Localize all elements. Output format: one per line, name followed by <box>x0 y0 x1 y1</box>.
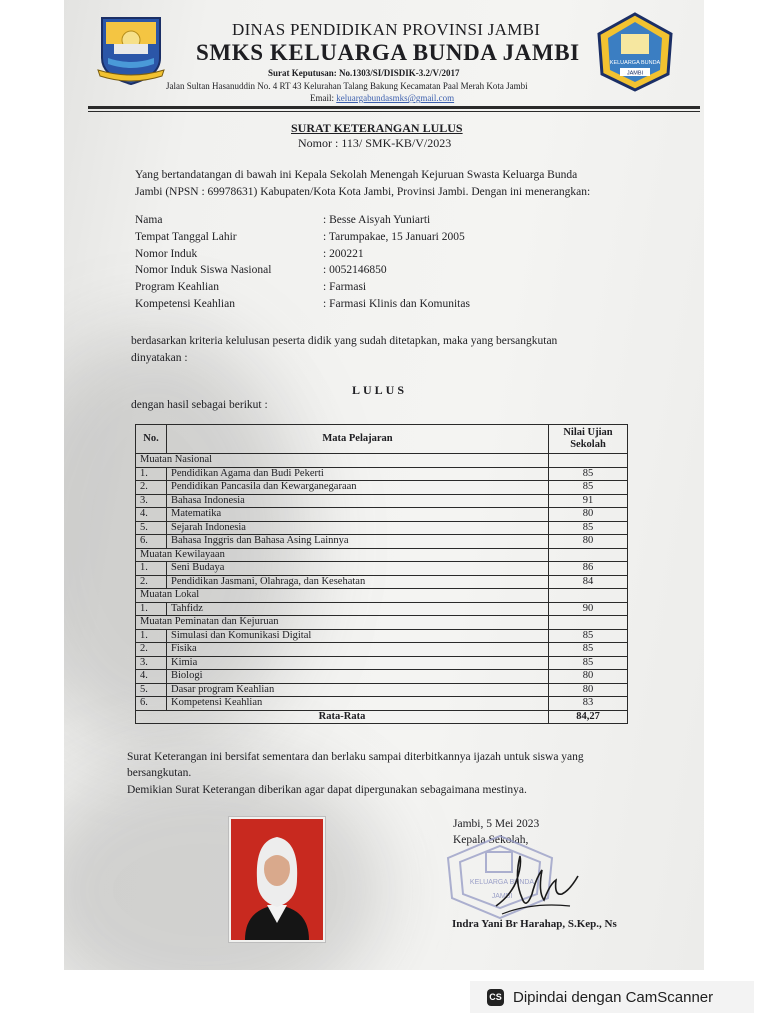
row-subject: Sejarah Indonesia <box>167 521 549 535</box>
office-name: DINAS PENDIDIKAN PROVINSI JAMBI <box>232 20 541 39</box>
school-logo-text: KELUARGA BUNDA <box>609 60 661 66</box>
row-score: 85 <box>549 521 628 535</box>
row-subject: Bahasa Indonesia <box>167 494 549 508</box>
average-label: Rata-Rata <box>136 710 549 724</box>
row-score: 84 <box>549 575 628 589</box>
row-subject: Fisika <box>167 643 549 657</box>
row-score: 91 <box>549 494 628 508</box>
intro-line-1: Yang bertandatangan di bawah ini Kepala Sekolah Menengah Kejuruan Swasta Keluarga Bunda <box>135 169 578 181</box>
row-subject: Seni Budaya <box>167 562 549 576</box>
section-name: Muatan Lokal <box>136 589 549 603</box>
row-subject: Kompetensi Keahlian <box>167 697 549 711</box>
field-label: Nomor Induk Siswa Nasional <box>135 264 272 276</box>
decree: Surat Keputusan: No.1303/SI/DISDIK-3.2/V/2017 <box>268 68 460 78</box>
col-score <box>549 425 628 454</box>
row-subject: Tahfidz <box>167 602 549 616</box>
field-label: Nama <box>135 214 163 226</box>
header-rule-thin <box>88 111 700 112</box>
table-row <box>136 494 628 508</box>
school-logo-sub: JAMBI <box>626 70 644 77</box>
row-subject: Pendidikan Jasmani, Olahraga, dan Kesehatan <box>167 575 549 589</box>
school-name: SMKS KELUARGA BUNDA JAMBI <box>196 40 580 65</box>
row-no: 5. <box>136 521 167 535</box>
camscanner-icon: CS <box>487 989 504 1006</box>
section-row <box>136 589 628 603</box>
field-value: : Besse Aisyah Yuniarti <box>323 214 431 226</box>
section-name: Muatan Nasional <box>136 454 549 468</box>
signature <box>492 840 582 920</box>
result-intro: dengan hasil sebagai berikut : <box>131 399 268 411</box>
average-row <box>136 710 628 724</box>
field-label: Nomor Induk <box>135 248 198 260</box>
table-row <box>136 602 628 616</box>
section-row <box>136 548 628 562</box>
field-value: : Farmasi Klinis dan Komunitas <box>323 298 470 310</box>
table-row <box>136 575 628 589</box>
row-subject: Kimia <box>167 656 549 670</box>
row-score: 85 <box>549 481 628 495</box>
intro-line-2: Jambi (NPSN : 69978631) Kabupaten/Kota Kota Jambi, Provinsi Jambi. Dengan ini menerangkan: <box>135 186 591 198</box>
row-score: 86 <box>549 562 628 576</box>
row-subject: Dasar program Keahlian <box>167 683 549 697</box>
row-score: 80 <box>549 683 628 697</box>
field-value: : Tarumpakae, 15 Januari 2005 <box>323 231 465 243</box>
row-subject: Pendidikan Pancasila dan Kewarganegaraan <box>167 481 549 495</box>
section-row <box>136 616 628 630</box>
col-subject: Mata Pelajaran <box>167 425 549 454</box>
row-no: 4. <box>136 670 167 684</box>
row-score: 90 <box>549 602 628 616</box>
criteria-line-2: dinyatakan : <box>131 352 188 364</box>
stamp-sub: JAMBI <box>491 893 513 900</box>
email-link[interactable]: keluargabundasmks@gmail.com <box>336 93 455 103</box>
row-subject: Simulasi dan Komunikasi Digital <box>167 629 549 643</box>
address: Jalan Sultan Hasanuddin No. 4 RT 43 Kelurahan Talang Bakung Kecamatan Paal Merah Kota Jambi <box>166 81 528 91</box>
table-row <box>136 656 628 670</box>
camscanner-watermark <box>470 981 754 1013</box>
section-name: Muatan Kewilayaan <box>136 548 549 562</box>
field-label: Program Keahlian <box>135 281 219 293</box>
section-row <box>136 454 628 468</box>
row-no: 2. <box>136 575 167 589</box>
grades-table <box>135 424 628 724</box>
row-no: 4. <box>136 508 167 522</box>
camscanner-text: Dipindai dengan CamScanner <box>513 988 714 1006</box>
table-row <box>136 467 628 481</box>
row-score: 85 <box>549 629 628 643</box>
row-score: 83 <box>549 697 628 711</box>
row-score: 85 <box>549 643 628 657</box>
row-subject: Pendidikan Agama dan Budi Pekerti <box>167 467 549 481</box>
note-line-2: bersangkutan. <box>127 767 192 779</box>
field-label: Tempat Tanggal Lahir <box>135 231 237 243</box>
col-score-line1: Nilai Ujian <box>563 427 613 438</box>
stamp-text: KELUARGA BUNDA <box>469 879 535 886</box>
school-logo <box>596 12 674 92</box>
row-no: 2. <box>136 643 167 657</box>
row-subject: Biologi <box>167 670 549 684</box>
email-line <box>310 93 454 103</box>
row-subject: Bahasa Inggris dan Bahasa Asing Lainnya <box>167 535 549 549</box>
table-row <box>136 643 628 657</box>
table-row <box>136 521 628 535</box>
row-no: 6. <box>136 697 167 711</box>
table-row <box>136 535 628 549</box>
header-rule <box>88 106 700 109</box>
field-value: : 0052146850 <box>323 264 387 276</box>
signer-name: Indra Yani Br Harahap, S.Kep., Ns <box>452 918 617 930</box>
row-no: 3. <box>136 494 167 508</box>
row-score: 85 <box>549 467 628 481</box>
note-line-3: Demikian Surat Keterangan diberikan agar dapat dipergunakan sebagaimana mestinya. <box>127 784 527 796</box>
criteria-line-1: berdasarkan kriteria kelulusan peserta didik yang sudah ditetapkan, maka yang bersangkutan <box>131 335 558 347</box>
row-score: 80 <box>549 508 628 522</box>
row-no: 1. <box>136 602 167 616</box>
field-label: Kompetensi Keahlian <box>135 298 235 310</box>
col-no: No. <box>136 425 167 454</box>
col-score-line2: Sekolah <box>570 439 606 450</box>
row-no: 1. <box>136 467 167 481</box>
row-no: 2. <box>136 481 167 495</box>
row-score: 80 <box>549 670 628 684</box>
row-no: 5. <box>136 683 167 697</box>
signer-position: Kepala Sekolah, <box>453 834 529 846</box>
note-line-1: Surat Keterangan ini bersifat sementara dan berlaku sampai diterbitkannya ijazah untuk siswa yang <box>127 751 584 763</box>
table-row <box>136 629 628 643</box>
table-header <box>136 425 628 454</box>
table-row <box>136 683 628 697</box>
row-no: 6. <box>136 535 167 549</box>
letter-number: Nomor : 113/ SMK-KB/V/2023 <box>298 136 452 150</box>
letter-title: SURAT KETERANGAN LULUS <box>291 121 463 135</box>
table-row <box>136 697 628 711</box>
status-lulus: LULUS <box>352 383 408 397</box>
table-row <box>136 562 628 576</box>
section-name: Muatan Peminatan dan Kejuruan <box>136 616 549 630</box>
table-row <box>136 670 628 684</box>
field-value: : 200221 <box>323 248 364 260</box>
row-score: 85 <box>549 656 628 670</box>
student-photo <box>229 817 325 942</box>
field-value: : Farmasi <box>323 281 367 293</box>
province-logo <box>96 14 166 86</box>
table-row <box>136 481 628 495</box>
place-date: Jambi, 5 Mei 2023 <box>453 818 540 830</box>
row-score: 80 <box>549 535 628 549</box>
row-no: 1. <box>136 629 167 643</box>
average-value: 84,27 <box>549 710 628 724</box>
row-subject: Matematika <box>167 508 549 522</box>
row-no: 1. <box>136 562 167 576</box>
row-no: 3. <box>136 656 167 670</box>
table-row <box>136 508 628 522</box>
email-label: Email: <box>310 93 337 103</box>
